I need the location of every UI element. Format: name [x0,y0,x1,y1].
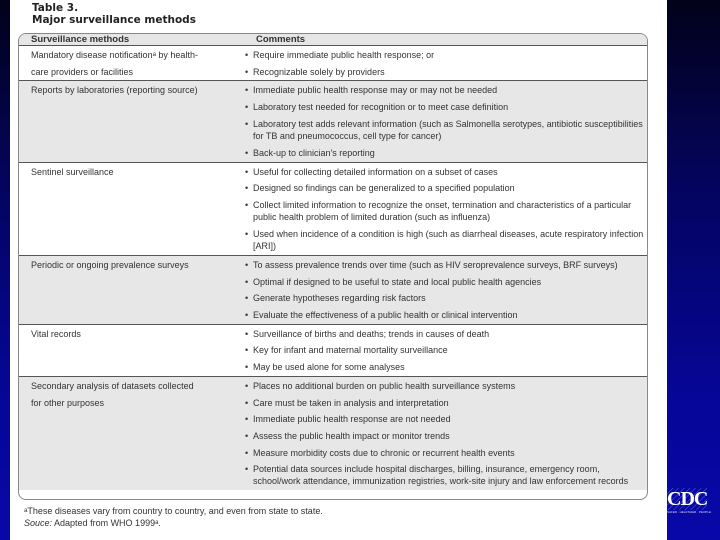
comment-bullet: • Measure morbidity costs due to chronic or recurrent health events [244,445,647,462]
table-number: Table 3. [32,2,79,14]
comment-bullet: • Places no additional burden on public health surveillance systems [244,378,647,395]
comment-bullet: • May be used alone for some analyses [244,359,647,376]
method-cell [19,81,238,161]
logo-subtext: SAFER · HEALTHIER · PEOPLE [667,510,711,514]
comment-bullet: • Back-up to clinician's reporting [244,145,647,162]
footnote-source [24,517,323,529]
table-title: Major surveillance methods [32,14,196,26]
table-row [19,46,647,81]
method-text: Secondary analysis of datasets collected [31,380,194,391]
method-text: for other purposes [31,397,105,408]
comment-bullet: • Immediate public health response are not needed [244,411,647,428]
comment-bullet: • Assess the public health impact or monitor trends [244,428,647,445]
method-text: care providers or facilities [31,66,134,77]
comment-bullet: • Collect limited information to recognize the onset, termination and characteristics of a particular public health problem of limited duration (such as influenza) [244,197,647,226]
method-cell [19,46,238,80]
comment-bullet: • Require immediate public health response; or [244,47,647,64]
method-cell [19,163,238,255]
method-cell [19,377,238,491]
comment-bullet: • Designed so findings can be generalized to a specified population [244,180,647,197]
comment-bullet: • Evaluate the effectiveness of a public health or clinical intervention [244,307,647,324]
surveillance-methods-table [18,33,648,500]
table-body [19,46,647,490]
comment-bullet: • Laboratory test needed for recognition or to meet case definition [244,99,647,116]
table-row [19,163,647,256]
comments-cell [238,81,647,161]
comments-cell [238,325,647,376]
header-surveillance-methods: Surveillance methods [31,34,130,45]
method-cell [19,325,238,376]
comment-bullet: • Care must be taken in analysis and interpretation [244,395,647,412]
source-text: Adapted from WHO 1999ᵃ. [52,518,161,528]
method-text: Sentinel surveillance [31,166,114,177]
table-row [19,81,647,162]
method-text: Reports by laboratories (reporting source) [31,85,198,96]
source-label: Souce: [24,518,53,528]
comment-bullet: • Generate hypotheses regarding risk factors [244,290,647,307]
table-row [19,377,647,491]
comments-cell [238,377,647,491]
footnote [24,505,323,529]
method-text: Mandatory disease notificationᵃ by health- [31,50,198,60]
footnote-note: ᵃThese diseases vary from country to country, and even from state to state. [24,506,323,516]
comment-bullet: • Recognizable solely by providers [244,64,647,81]
comments-cell [238,163,647,255]
table-header [19,34,647,46]
method-text: Periodic or ongoing prevalence surveys [31,259,189,270]
comment-bullet: • Used when incidence of a condition is high (such as diarrheal diseases, acute respiratory infection [ARI]) [244,226,647,255]
comment-bullet: • Immediate public health response may or may not be needed [244,82,647,99]
comments-cell [238,256,647,324]
comment-bullet: • To assess prevalence trends over time (such as HIV seroprevalence surveys, BRF surveys) [244,257,647,274]
header-comments: Comments [256,34,306,45]
table-row [19,325,647,377]
table-row [19,256,647,325]
comments-cell [238,46,647,80]
comment-bullet: • Key for infant and maternal mortality surveillance [244,342,647,359]
comment-bullet: • Useful for collecting detailed information on a subset of cases [244,164,647,181]
method-cell [19,256,238,324]
method-text: Vital records [31,328,81,339]
cdc-logo [667,488,711,520]
logo-text: CDC [667,488,708,510]
comment-bullet: • Laboratory test adds relevant information (such as Salmonella serotypes, antibiotic susceptibilities for TB and pneumococcus, cell type for cancer) [244,116,647,145]
comment-bullet: • Surveillance of births and deaths; trends in causes of death [244,326,647,343]
comment-bullet: • Optimal if designed to be useful to state and local public health agencies [244,274,647,291]
table-caption [32,2,196,26]
comment-bullet: • Potential data sources include hospital discharges, billing, insurance, emergency room, school/work attendance, immunization registries, work-site injury and law enforcement records [244,461,647,490]
